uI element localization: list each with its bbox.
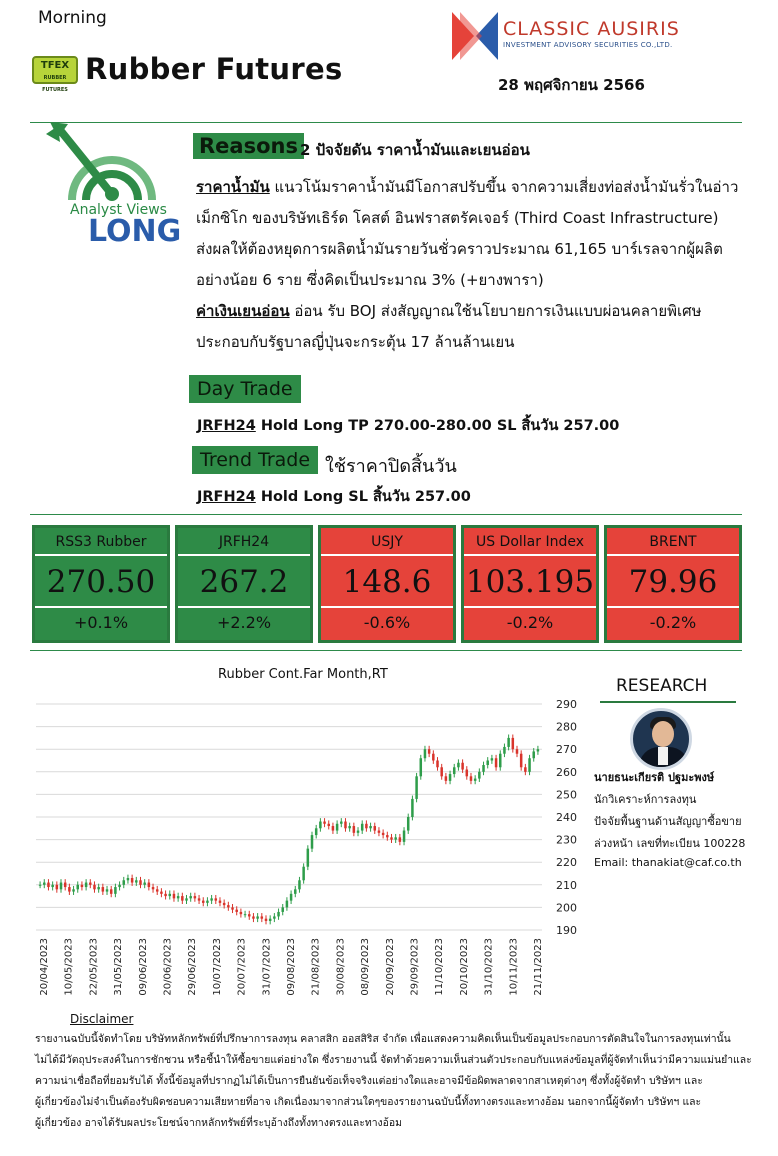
candle-body (311, 835, 314, 849)
x-tick-label: 10/11/2023 (508, 938, 520, 996)
trend-trade-line (197, 485, 471, 508)
x-tick-label: 21/11/2023 (533, 938, 544, 996)
candle-body (277, 912, 280, 917)
candle-body (466, 770, 469, 777)
candle-body (302, 867, 305, 881)
candle-body (386, 835, 389, 837)
reason-oil-lead: ราคาน้ำมัน (196, 178, 270, 196)
tile-value: 103.195 (464, 556, 596, 608)
candle-body (415, 776, 418, 799)
candle-body (332, 826, 335, 831)
day-trade-tag: Day Trade (189, 375, 301, 403)
candle-body (470, 776, 473, 781)
analyst-stance: LONG (88, 214, 182, 249)
candle-body (85, 883, 88, 888)
report-date: 28 พฤศจิกายน 2566 (498, 76, 645, 94)
x-tick-label: 09/08/2023 (286, 938, 297, 996)
candle-body (407, 817, 410, 831)
disclaimer-text (35, 1029, 755, 1134)
divider (30, 514, 742, 515)
candle-body (403, 831, 406, 842)
y-tick-label: 250 (556, 788, 577, 802)
candle-body (344, 822, 347, 829)
candle-body (240, 912, 243, 914)
y-tick-label: 200 (556, 901, 577, 915)
candle-body (390, 837, 393, 839)
disclaimer-title: Disclaimer (70, 1012, 134, 1026)
tile-value: 148.6 (321, 556, 453, 608)
candle-body (110, 889, 113, 894)
analyst-name: นายธนะเกียรติ ปฐมะพงษ์ (594, 771, 715, 784)
candle-body (152, 887, 155, 889)
tile-label: JRFH24 (178, 528, 310, 556)
page-title: Rubber Futures (85, 52, 343, 86)
candle-body (123, 880, 126, 885)
candle-body (127, 878, 130, 880)
trend-trade-tag: Trend Trade (192, 446, 318, 474)
tile-change: +2.2% (216, 613, 272, 632)
x-tick-label: 09/06/2023 (137, 938, 149, 996)
x-tick-label: 11/10/2023 (434, 938, 446, 996)
candle-body (118, 885, 121, 887)
disclaimer-line: ไม่ได้มีวัตถุประสงค์ในการชักชวน หรือชี้นำให้ซื้อขายแต่อย่างใด ซึ่งรายงานนี้ จัดทำด้วยความเห็นส่วนตัวประกอบกับแหล่งข้อมูลที่ผู้จัดทำเห็นว่ามีความแม่นยำและ (35, 1054, 752, 1066)
tile-change: -0.2% (649, 613, 697, 632)
candle-body (411, 799, 414, 817)
candle-body (420, 758, 423, 776)
candle-body (244, 914, 247, 915)
candle-body (528, 758, 531, 772)
report-type: Morning (38, 8, 107, 28)
candle-body (114, 887, 117, 894)
candle-body (340, 822, 343, 824)
tile-label: USJY (321, 528, 453, 556)
candle-body (64, 883, 67, 888)
trend-trade-note: ใช้ราคาปิดสิ้นวัน (325, 456, 457, 477)
brand-name: CLASSIC AUSIRIS (503, 18, 680, 40)
research-divider (600, 701, 736, 703)
x-tick-label: 21/08/2023 (310, 938, 322, 996)
candle-body (269, 919, 272, 921)
candle-body (378, 831, 381, 833)
tile-label: RSS3 Rubber (35, 528, 167, 556)
candle-body (449, 774, 452, 781)
tfex-logo-sub: RUBBER FUTURES (42, 75, 68, 93)
candle-body (248, 914, 251, 916)
candle-body (194, 896, 197, 898)
reason-oil-line3: ส่งผลให้ต้องหยุดการผลิตน้ำมันรายวันชั่วคราวประมาณ 61,165 บาร์เรลจากผู้ผลิต (196, 240, 723, 258)
candle-body (445, 776, 448, 781)
tile-change: -0.2% (506, 613, 554, 632)
candle-body (394, 837, 397, 839)
day-trade-line (197, 414, 619, 437)
candle-body (261, 916, 264, 918)
candle-body (231, 907, 234, 909)
chart-title: Rubber Cont.Far Month,RT (218, 667, 388, 682)
candle-body (189, 896, 192, 898)
candle-body (424, 749, 427, 758)
x-tick-label: 31/10/2023 (483, 938, 495, 996)
x-tick-label: 31/07/2023 (261, 938, 273, 996)
candle-body (76, 885, 79, 890)
brand-subtitle: INVESTMENT ADVISORY SECURITIES CO.,LTD. (503, 41, 673, 49)
candle-body (428, 749, 431, 754)
x-tick-label: 20/06/2023 (162, 938, 174, 996)
candle-body (273, 916, 276, 918)
candle-body (294, 889, 297, 894)
x-tick-label: 10/07/2023 (211, 938, 223, 996)
reason-yen-lead: ค่าเงินเยนอ่อน (196, 302, 290, 320)
candle-body (60, 883, 63, 890)
candle-body (148, 883, 151, 888)
candle-body (173, 894, 176, 899)
x-tick-label: 20/10/2023 (458, 938, 470, 996)
candle-body (156, 889, 159, 891)
candle-body (281, 907, 284, 912)
candle-body (206, 901, 209, 903)
reason-oil-line1: แนวโน้มราคาน้ำมันมีโอกาสปรับขึ้น จากความเสี่ยงท่อส่งน้ำมันรั่วในอ่าว (269, 178, 739, 196)
tile-usjy (318, 525, 456, 643)
x-tick-label: 31/05/2023 (113, 938, 125, 996)
y-tick-label: 230 (556, 833, 577, 847)
x-tick-label: 20/04/2023 (39, 938, 50, 996)
y-tick-label: 240 (556, 811, 577, 824)
candle-body (365, 824, 368, 829)
tile-change: +0.1% (73, 613, 129, 632)
tile-label: US Dollar Index (464, 528, 596, 556)
candle-body (524, 767, 527, 772)
candle-body (516, 749, 519, 754)
candle-body (486, 761, 489, 766)
candle-body (319, 822, 322, 829)
analyst-role: นักวิเคราะห์การลงทุน (594, 793, 697, 806)
reason-yen-line2: ประกอบกับรัฐบาลญี่ปุ่นจะกระตุ้น 17 ล้านล้านเยน (196, 333, 515, 351)
candle-body (491, 758, 494, 760)
candle-body (290, 894, 293, 901)
candle-body (507, 738, 510, 747)
disclaimer-line: ผู้เกี่ยวข้องไม่จำเป็นต้องรับผิดชอบความเสียหายที่อาจ เกิดเนื่องมาจากส่วนใดๆของรายงานฉบับนี้ทั้งทางตรงและทางอ้อม นอกจากนี้ผู้จัดทำ บริษัทฯ และ (35, 1096, 702, 1108)
candle-body (512, 738, 515, 749)
tile-value: 267.2 (178, 556, 310, 608)
candle-body (453, 767, 456, 774)
x-tick-label: 29/09/2023 (409, 938, 421, 996)
tile-change: -0.6% (363, 613, 411, 632)
candle-body (106, 889, 109, 891)
candle-body (327, 824, 330, 826)
tile-value: 270.50 (35, 556, 167, 608)
candle-body (97, 887, 100, 889)
tile-us-dollar-index (461, 525, 599, 643)
candle-body (482, 765, 485, 772)
candle-body (315, 828, 318, 835)
day-trade-symbol: JRFH24 (197, 418, 256, 434)
x-tick-label: 30/08/2023 (335, 938, 347, 996)
analyst-avatar (630, 708, 692, 770)
rubber-price-chart (30, 690, 590, 1010)
candle-body (286, 901, 289, 908)
candle-body (93, 885, 96, 890)
candle-body (43, 883, 46, 885)
y-tick-label: 190 (556, 924, 577, 937)
tile-label: BRENT (607, 528, 739, 556)
candle-body (181, 896, 184, 901)
candle-body (537, 749, 540, 751)
candle-body (72, 889, 75, 891)
candle-body (357, 831, 360, 833)
candle-body (374, 826, 377, 831)
candle-body (223, 903, 226, 905)
x-tick-label: 29/06/2023 (187, 938, 199, 996)
candle-body (474, 779, 477, 781)
candle-body (210, 898, 213, 900)
classic-ausiris-logo-icon (452, 12, 498, 60)
candle-body (135, 880, 138, 882)
candle-body (215, 898, 218, 900)
candle-body (51, 885, 54, 887)
candle-body (164, 894, 167, 896)
x-tick-label: 08/09/2023 (360, 938, 372, 996)
candle-body (47, 883, 50, 888)
y-tick-label: 210 (556, 878, 577, 892)
candle-body (440, 767, 443, 776)
divider (30, 650, 742, 651)
y-tick-label: 290 (556, 698, 577, 711)
x-tick-label: 22/05/2023 (88, 938, 100, 996)
y-tick-label: 270 (556, 743, 577, 757)
candle-body (56, 885, 59, 890)
candle-body (336, 824, 339, 831)
candle-body (323, 822, 326, 824)
analyst-line1: ปัจจัยพื้นฐานด้านสัญญาซื้อขาย (594, 815, 742, 828)
trend-trade-symbol: JRFH24 (197, 489, 256, 505)
y-tick-label: 260 (556, 765, 577, 779)
candle-body (202, 901, 205, 903)
trend-trade-text: Hold Long SL สิ้นวัน 257.00 (255, 489, 471, 505)
candle-body (227, 905, 230, 907)
candle-body (143, 883, 146, 885)
tfex-logo (32, 56, 78, 93)
candle-body (503, 747, 506, 754)
reason-oil-line2: เม็กซิโก ของบริษัทเธิร์ด โคสต์ อินฟราสตรัคเจอร์ (Third Coast Infrastructure) (196, 209, 719, 227)
x-tick-label: 10/05/2023 (63, 938, 75, 996)
candle-body (252, 916, 255, 918)
candle-body (432, 754, 435, 761)
candle-body (160, 892, 163, 894)
candle-body (256, 916, 259, 918)
candle-body (353, 826, 356, 833)
y-tick-label: 220 (556, 856, 577, 870)
x-tick-label: 20/07/2023 (236, 938, 248, 996)
candle-body (139, 880, 142, 885)
candle-body (89, 883, 92, 885)
candle-body (68, 887, 71, 892)
candle-body (185, 898, 188, 900)
tile-value: 79.96 (607, 556, 739, 608)
candle-body (81, 885, 84, 887)
candle-body (102, 887, 105, 892)
candle-body (307, 849, 310, 867)
candle-body (265, 919, 268, 921)
candle-body (457, 763, 460, 768)
disclaimer-line: ผู้เกี่ยวข้อง อาจได้รับผลประโยชน์จากหลักทรัพย์ที่ระบุอ้างถึงทั้งทางตรงและทางอ้อม (35, 1117, 402, 1129)
analyst-views-label: Analyst Views (70, 202, 167, 218)
candle-body (461, 763, 464, 770)
disclaimer-line: ความน่าเชื่อถือที่ยอมรับได้ ทั้งนี้ข้อมูลที่ปรากฏไม่ได้เป็นการยืนยันข้อเท็จจริงแต่อย่างใดและอาจมีข้อผิดพลาดจากสาเหตุต่างๆ ซึ่งทั้งผู้จัดทำ บริษัทฯ และ (35, 1075, 703, 1087)
reason-oil (196, 172, 756, 358)
candle-body (177, 896, 180, 898)
candle-body (436, 761, 439, 768)
candle-body (361, 824, 364, 831)
reason-yen-line1: อ่อน รับ BOJ ส่งสัญญาณใช้นโยบายการเงินแบบผ่อนคลายพิเศษ (289, 302, 702, 320)
reason-oil-line4: อย่างน้อย 6 ราย ซึ่งคิดเป็นประมาณ 3% (+ยางพารา) (196, 271, 544, 289)
tile-jrfh24 (175, 525, 313, 643)
candle-body (219, 901, 222, 903)
tile-rss3-rubber (32, 525, 170, 643)
research-title: RESEARCH (616, 676, 708, 696)
candle-body (39, 885, 42, 886)
analyst-email: Email: thanakiat@caf.co.th (594, 856, 742, 869)
candle-body (499, 754, 502, 768)
reasons-tag: Reasons (193, 133, 304, 159)
candle-body (131, 878, 134, 883)
candle-body (348, 826, 351, 828)
candle-body (298, 880, 301, 889)
candle-body (532, 751, 535, 758)
candle-body (382, 833, 385, 835)
candle-body (520, 754, 523, 768)
candle-body (478, 772, 481, 779)
y-tick-label: 280 (556, 720, 577, 734)
candle-body (169, 894, 172, 896)
tile-brent (604, 525, 742, 643)
candle-body (198, 898, 201, 900)
day-trade-text: Hold Long TP 270.00-280.00 SL สิ้นวัน 257.00 (255, 418, 620, 434)
x-tick-label: 20/09/2023 (384, 938, 396, 996)
disclaimer-line: รายงานฉบับนี้จัดทำโดย บริษัทหลักทรัพย์ที่ปรึกษาการลงทุน คลาสสิก ออสสิริส จำกัด เพื่อแสดงความคิดเห็นเป็นข้อมูลประกอบการตัดสินใจในการลงทุนเท่านั้น (35, 1033, 731, 1045)
candle-body (235, 910, 238, 912)
candle-body (495, 758, 498, 767)
analyst-line2: ล่วงหน้า เลขที่ทะเบียน 100228 (594, 837, 746, 850)
target-arrow-icon (44, 120, 174, 215)
candle-body (369, 826, 372, 828)
tfex-logo-text: TFEX (40, 60, 70, 71)
reasons-headline: 2 ปัจจัยดัน ราคาน้ำมันและเยนอ่อน (300, 141, 530, 159)
candle-body (399, 837, 402, 842)
